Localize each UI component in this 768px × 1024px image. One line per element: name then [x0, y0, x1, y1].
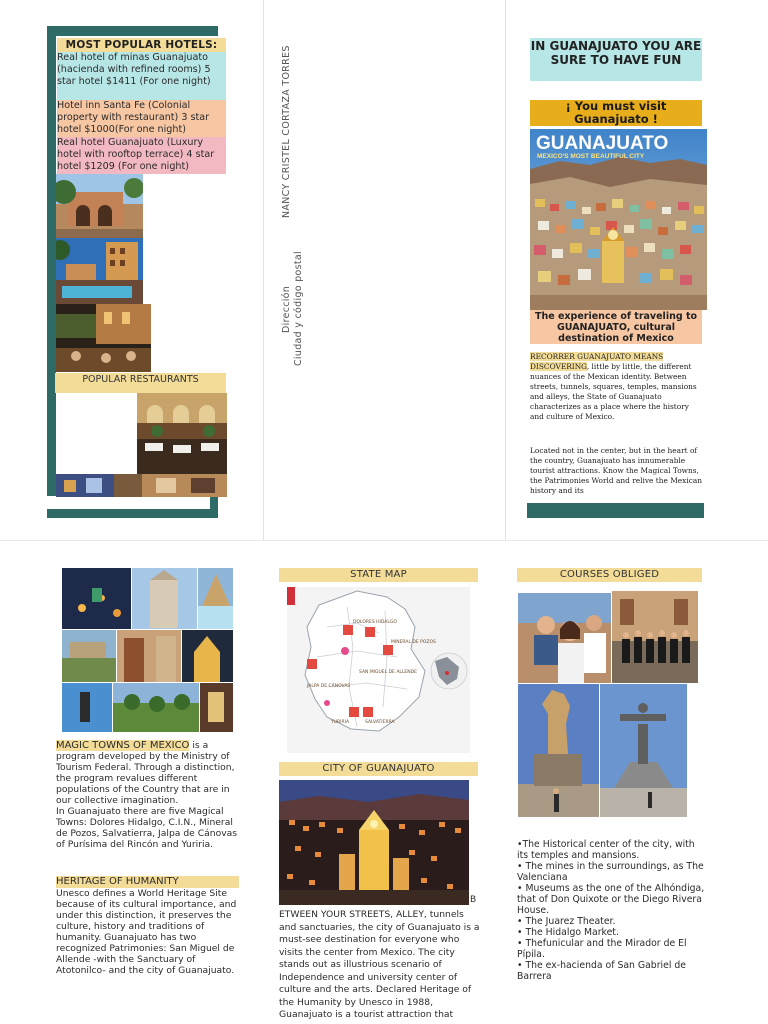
map-label: DOLORES HIDALGO [353, 620, 397, 625]
courses-photo-selfie [518, 593, 611, 683]
location-paragraph: Located not in the center, but in the heart of the country, Guanajuato has innumerable tourist attractions. Know the Magical Towns, the Patrimonies World and relive the Mexican history and its [530, 446, 702, 495]
courses-list [517, 839, 707, 982]
heritage-text: Unesco defines a World Heritage Site because of its cultural importance, and under this distinction, it preserves the culture, history and traditions of humanity. Guanajuato has two recognized Patrimonies: San Miguel de Allende -with the Sanctuary of Atotonilco- and the city of Guanajuato. [56, 888, 237, 976]
magic-towns-section [56, 740, 238, 850]
state-map-title: STATE MAP [279, 568, 478, 582]
courses-photo-cristo [600, 684, 687, 817]
city-postal-label: Ciudad y código postal [293, 251, 304, 366]
course-item: • Museums as the one of the Alhóndiga, that of Don Quixote or the Diego Rivera House. [517, 883, 705, 916]
course-item: • The ex-hacienda of San Gabriel de Barrera [517, 960, 686, 982]
map-label: MINERAL DE POZOS [391, 640, 436, 645]
magic-towns-text: is a program developed by the Ministry of Tourism Federal. Through a distinction, the program revalues different populations of the Country that are in our collective imagination. [56, 740, 235, 806]
fun-title: IN GUANAJUATO YOU ARE SURE TO HAVE FUN [530, 38, 702, 81]
map-label: YURIRIA [331, 720, 350, 725]
course-item: • The Juarez Theater. [517, 916, 616, 927]
city-text: ETWEEN YOUR STREETS, ALLEY, tunnels and sanctuaries, the city of Guanajuato is a must-see destination for everyone who visits the center from Mexico. The city stands out as illustrious scenario of Independence and university center of culture and the arts. Declared Heritage of the Humanity by Unesco in 1988, Guanajuato is a tourist attraction that [279, 909, 480, 1020]
visit-title: ¡ You must visit Guanajuato ! [530, 100, 702, 126]
course-item: • The Hidalgo Market. [517, 927, 619, 938]
map-label: SAN MIGUEL DE ALLENDE [359, 670, 417, 675]
frame-top [47, 26, 218, 36]
city-dropcap: B [470, 895, 477, 905]
courses-photo-students [612, 591, 698, 683]
banner-title: GUANAJUATO [536, 133, 669, 154]
magic-towns-collage [62, 568, 233, 732]
experience-caption: The experience of traveling to GUANAJUATO, cultural destination of Mexico [530, 310, 702, 344]
state-map [287, 587, 470, 753]
restaurants-title: POPULAR RESTAURANTS [55, 373, 226, 393]
fold-line-left [263, 0, 264, 540]
intro-highlight: RECORRER GUANAJUATO MEANS DISCOVERING [530, 352, 664, 371]
author-name: NANCY CRISTEL CORTAZA TORRES [281, 45, 292, 218]
banner-subtitle: MEXICO'S MOST BEAUTIFUL CITY [537, 153, 645, 160]
city-title: CITY OF GUANAJUATO [279, 762, 478, 776]
hotels-title: MOST POPULAR HOTELS: [57, 38, 226, 52]
hotel-photo-terrace [56, 304, 151, 372]
heritage-title: HERITAGE OF HUMANITY [56, 876, 239, 888]
hotel-photo-pool [56, 238, 143, 304]
fold-line-right [505, 0, 506, 540]
intro-paragraph [530, 352, 702, 422]
map-label: JALPA DE CÁNOVAS [307, 684, 351, 689]
hotel-photo-courtyard [56, 174, 143, 238]
courses-photo-pipila [518, 684, 599, 817]
magic-towns-list: In Guanajuato there are five Magical Towns: Dolores Hidalgo, C.I.N., Mineral de Pozos, Salvatierra, Jalpa de Cánovas of Purísima del Rincón and Yuriria. [56, 806, 238, 850]
hotel-item: Real hotel of minas Guanajuato (hacienda with refined rooms) 5 star hotel $1411 (For one night) [57, 52, 226, 100]
hotel-item: Real hotel Guanajuato (Luxury hotel with rooftop terrace) 4 star hotel $1209 (For one night) [57, 137, 226, 174]
course-item: •The Historical center of the city, with its temples and mansions. [517, 839, 695, 861]
city-photo [279, 780, 469, 905]
map-label: SALVATIERRA [365, 720, 395, 725]
guanajuato-banner [530, 129, 707, 310]
hotel-item: Hotel inn Santa Fe (Colonial property with restaurant) 3 star hotel $1000(For one night) [57, 100, 226, 137]
restaurant-photo-interior [137, 393, 227, 474]
intro-body: , little by little, the different nuances of the Mexican identity. Between streets, tunnels, squares, temples, mansions and alleys, the State of Guanajuato characterizes as a place where the history and culture of Mexico. [530, 362, 697, 421]
frame-left [47, 26, 56, 496]
course-item: • The mines in the surroundings, as The Valenciana [517, 861, 704, 883]
heritage-section [56, 876, 240, 976]
frame-bottom [47, 509, 218, 518]
magic-towns-title: MAGIC TOWNS OF MEXICO [56, 740, 190, 751]
address-label: Dirección [281, 285, 292, 333]
courses-title: COURSES OBLIGED [517, 568, 702, 582]
page-break [0, 540, 768, 541]
course-item: • Thefunicular and the Mirador de El Pípila. [517, 938, 687, 960]
frame-bottom-right [527, 503, 704, 518]
restaurant-photo-strip [56, 474, 227, 497]
